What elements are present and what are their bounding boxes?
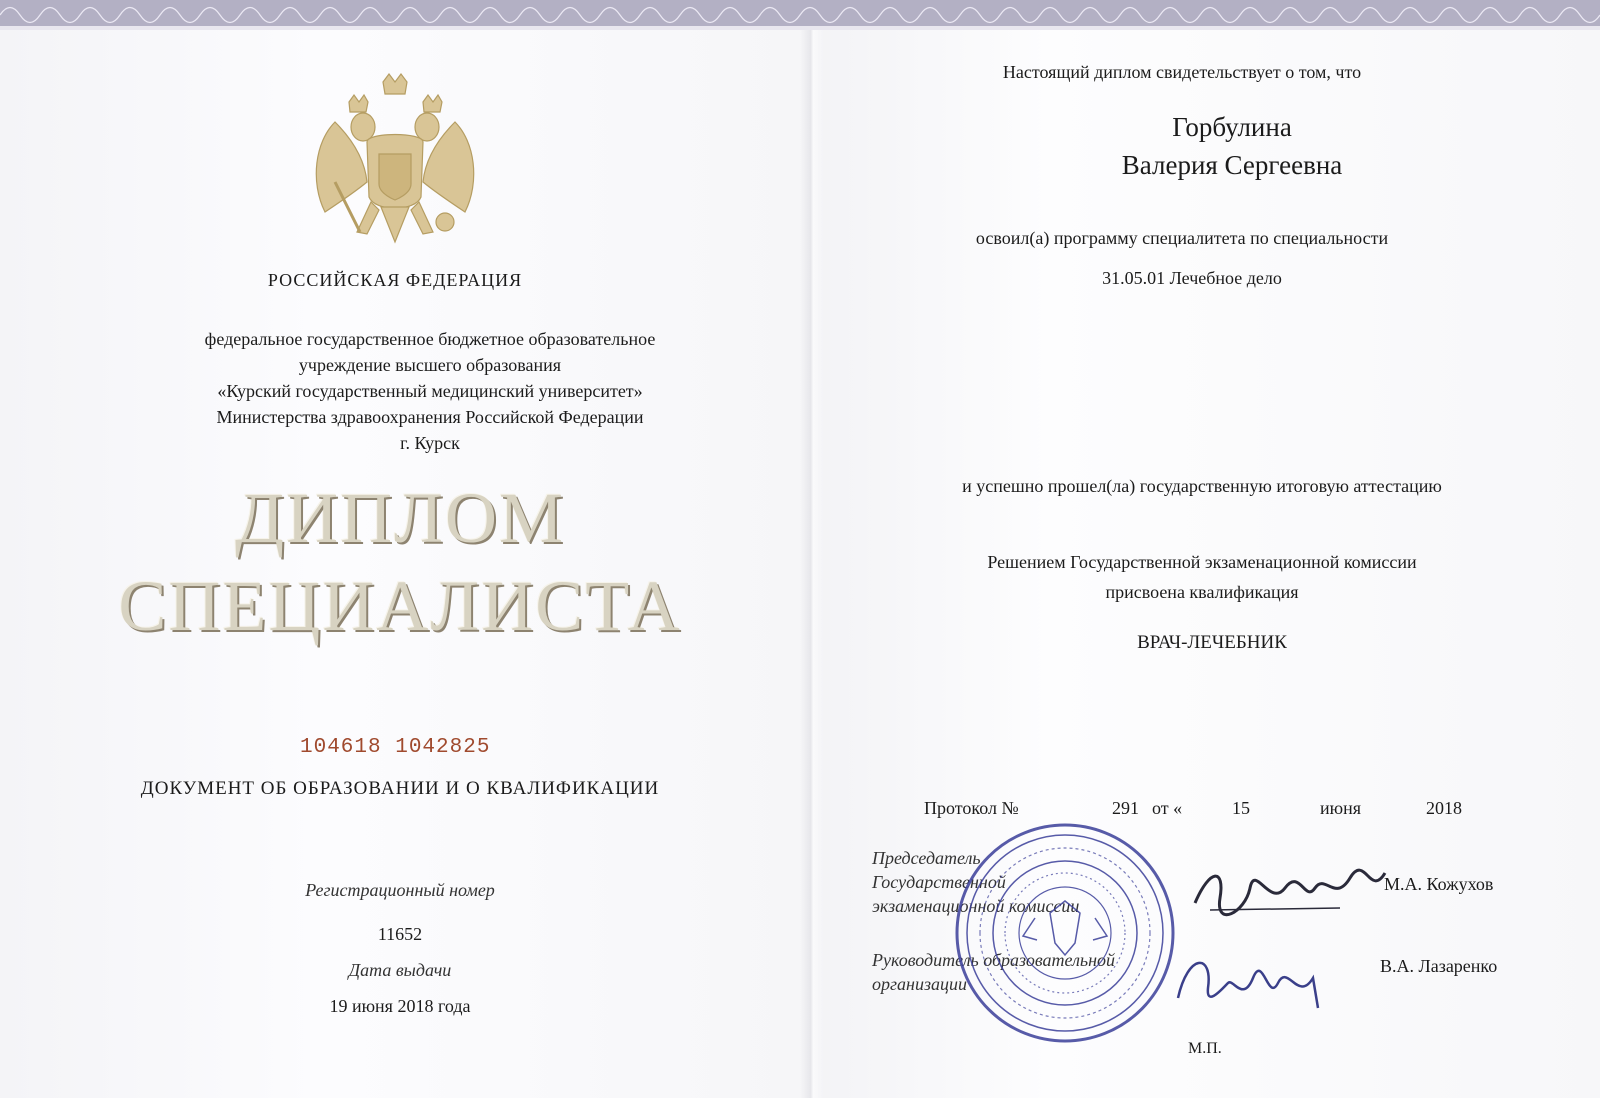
registration-number: 11652 (377, 924, 423, 944)
serial-number: 104618 1042825 (300, 736, 491, 759)
graduate-given-names: Валерия Сергеевна (1121, 150, 1343, 180)
chair-name: М.А. Кожухов (1384, 874, 1494, 894)
head-label-line: Руководитель образовательной (872, 950, 1116, 970)
program-text: освоил(а) программу специалитета по специальности (975, 228, 1389, 248)
document-type: ДОКУМЕНТ ОБ ОБРАЗОВАНИИ И О КВАЛИФИКАЦИИ (140, 778, 660, 799)
institution-line: учреждение высшего образования (298, 355, 562, 375)
chair-signature (1190, 858, 1390, 928)
decision-line-1: Решением Государственной экзаменационной комиссии (987, 552, 1417, 572)
protocol-month: июня (1320, 798, 1361, 818)
official-seal (950, 818, 1180, 1048)
guilloche-border (0, 0, 1600, 30)
institution-block (120, 326, 740, 456)
attestation-text: и успешно прошел(ла) государственную итоговую аттестацию (962, 476, 1442, 496)
intro-text: Настоящий диплом свидетельствует о том, что (1002, 62, 1362, 82)
institution-line: Министерства здравоохранения Российской Федерации (216, 407, 644, 427)
head-label-line: организации (872, 974, 967, 994)
qualification: ВРАЧ-ЛЕЧЕБНИК (1137, 632, 1287, 653)
institution-line: федеральное государственное бюджетное образовательное (204, 329, 656, 349)
protocol-day: 15 (1232, 798, 1250, 818)
institution-line: «Курский государственный медицинский университет» (217, 381, 643, 401)
protocol-label: Протокол № (924, 798, 1019, 818)
chair-label-line: Государственной (872, 872, 1006, 892)
head-name: В.А. Лазаренко (1380, 956, 1498, 976)
protocol-from: от « (1152, 798, 1183, 818)
right-page (812, 0, 1600, 1098)
decision-line-2: присвоена квалификация (1105, 582, 1299, 602)
seal-mark: М.П. (1188, 1040, 1222, 1057)
institution-line: г. Курск (400, 433, 460, 453)
head-signature (1168, 948, 1338, 1018)
protocol-number: 291 (1112, 798, 1139, 818)
registration-label: Регистрационный номер (305, 880, 495, 900)
chair-label-line: Председатель (872, 848, 981, 868)
chair-label-line: экзаменационной комиссии (872, 896, 1080, 916)
double-headed-eagle-emblem (305, 72, 485, 262)
protocol-year: 2018 (1426, 798, 1462, 818)
specialty: 31.05.01 Лечебное дело (1102, 268, 1282, 288)
diploma-title-line2: СПЕЦИАЛИСТА (118, 566, 682, 646)
country-name: РОССИЙСКАЯ ФЕДЕРАЦИЯ (267, 270, 523, 290)
page-fold (800, 0, 824, 1098)
issue-date: 19 июня 2018 года (329, 996, 471, 1016)
graduate-surname: Горбулина (1172, 112, 1292, 142)
diploma-title-line1: ДИПЛОМ (235, 478, 565, 558)
issue-date-label: Дата выдачи (348, 960, 452, 980)
